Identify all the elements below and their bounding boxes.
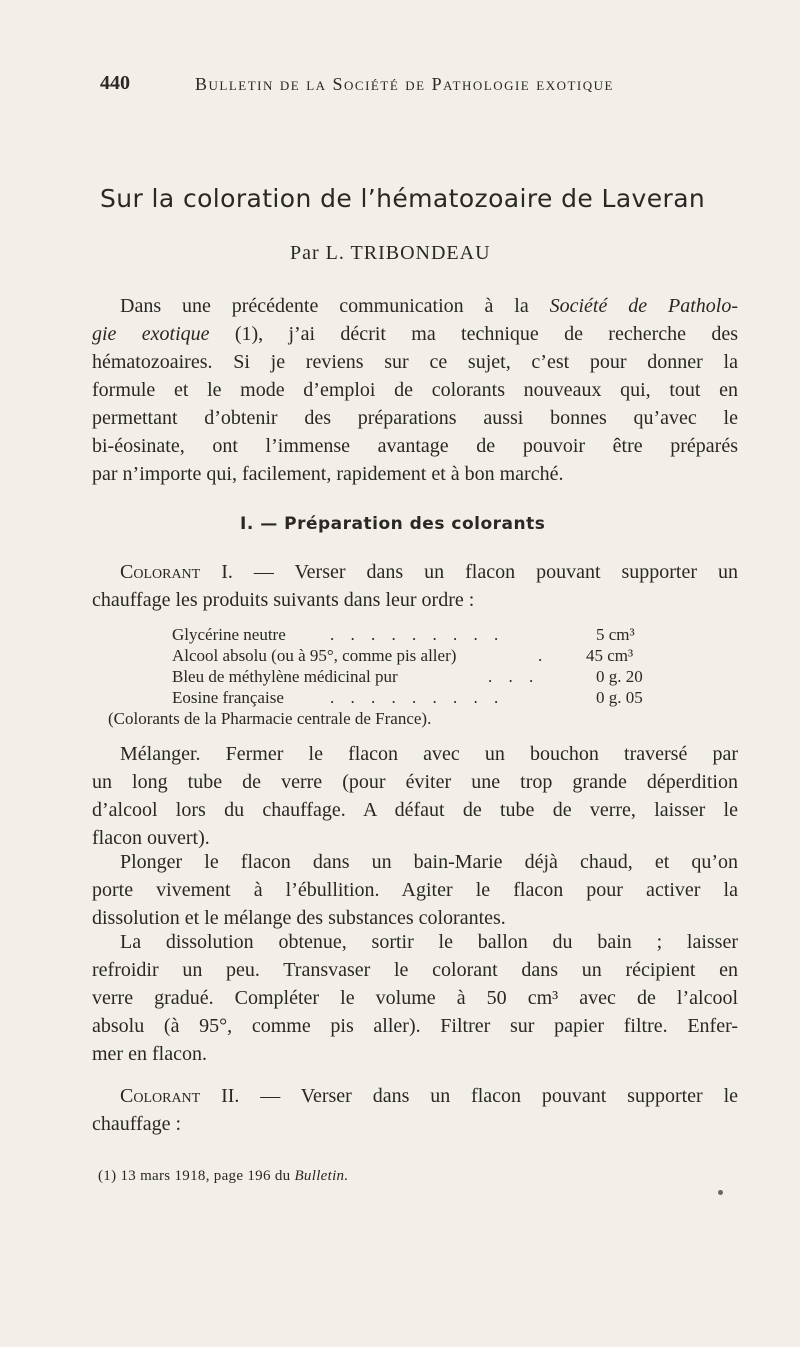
text-line: porte vivement à l’ébullition. Agiter le flacon pour activer la — [92, 879, 738, 901]
footnote-italic: Bulletin. — [294, 1168, 349, 1184]
footnote: (1) 13 mars 1918, page 196 du Bulletin. — [98, 1168, 349, 1184]
text-line: chauffage : — [92, 1113, 182, 1135]
colorant-label: Colorant II. — [120, 1085, 240, 1107]
ingredient-quantity: 0 g. 05 — [596, 688, 643, 707]
article-title: Sur la coloration de l’hématozoaire de Laveran — [100, 184, 706, 213]
ink-speck — [718, 1190, 723, 1195]
text-line: Colorant I. — Verser dans un flacon pouvant supporter un — [120, 561, 738, 583]
recipe-row — [108, 645, 688, 666]
text-line: refroidir un peu. Transvaser le colorant dans un récipient en — [92, 959, 738, 981]
ingredient-name: Glycérine neutre — [172, 625, 286, 644]
colorant-1-paragraph — [92, 558, 738, 614]
dissolution-paragraph — [92, 928, 738, 1068]
text-line: un long tube de verre (pour éviter une trop grande déperdition — [92, 771, 738, 793]
text-line: mer en flacon. — [92, 1043, 207, 1065]
melanger-paragraph — [92, 740, 738, 852]
recipe-table — [108, 624, 688, 728]
text-line: formule et le mode d’emploi de colorants nouveaux qui, tout en — [92, 379, 738, 401]
ingredient-name: Alcool absolu (ou à 95°, comme pis aller) — [172, 646, 457, 665]
intro-paragraph — [92, 292, 738, 488]
text-line: Colorant II. — Verser dans un flacon pouvant supporter le — [120, 1085, 738, 1107]
text-line: bi-éosinate, ont l’immense avantage de pouvoir être préparés — [92, 435, 738, 457]
text-line: gie exotique (1), j’ai décrit ma technique de recherche des — [92, 323, 738, 345]
recipe-row — [108, 624, 688, 645]
leader-dots: . — [538, 646, 549, 665]
journal-title: Bulletin de la Société de Pathologie exotique — [195, 74, 614, 94]
text-line: flacon ouvert). — [92, 827, 210, 849]
leader-dots: . . . . . . . . . — [330, 688, 505, 707]
ingredient-quantity: 0 g. 20 — [596, 667, 643, 686]
journal-name-italic: Société de Patholo- — [549, 295, 738, 317]
text-line: Mélanger. Fermer le flacon avec un bouchon traversé par — [120, 743, 738, 765]
running-head — [100, 72, 710, 100]
colorant-label: Colorant I. — [120, 561, 233, 583]
ingredient-name: Bleu de méthylène médicinal pur — [172, 667, 398, 686]
plonger-paragraph — [92, 848, 738, 932]
text-line: La dissolution obtenue, sortir le ballon du bain ; laisser — [120, 931, 738, 953]
ingredient-name: Eosine française — [172, 688, 284, 707]
recipe-note: (Colorants de la Pharmacie centrale de France). — [108, 709, 432, 728]
text-line: Plonger le flacon dans un bain-Marie déjà chaud, et qu’on — [120, 851, 738, 873]
colorant-2-paragraph — [92, 1082, 738, 1138]
text-line: par n’importe qui, facilement, rapidement et à bon marché. — [92, 463, 564, 485]
leader-dots: . . . . . . . . . — [330, 625, 505, 644]
text-line: d’alcool lors du chauffage. A défaut de tube de verre, laisser le — [92, 799, 738, 821]
recipe-row — [108, 666, 688, 687]
text-line: chauffage les produits suivants dans leur ordre : — [92, 589, 475, 611]
text-line: permettant d’obtenir des préparations aussi bonnes qu’avec le — [92, 407, 738, 429]
journal-name-italic: gie exotique — [92, 323, 210, 345]
text-line: absolu (à 95°, comme pis aller). Filtrer sur papier filtre. Enfer- — [92, 1015, 738, 1037]
text-line: Dans une précédente communication à la Société de Patholo- — [120, 295, 738, 317]
text-line: dissolution et le mélange des substances colorantes. — [92, 907, 506, 929]
text-line: verre gradué. Compléter le volume à 50 cm³ avec de l’alcool — [92, 987, 738, 1009]
text-line: hématozoaires. Si je reviens sur ce sujet, c’est pour donner la — [92, 351, 738, 373]
ingredient-quantity: 5 cm³ — [596, 625, 635, 644]
author-line: Par L. TRIBONDEAU — [290, 242, 491, 264]
leader-dots: . . . — [488, 667, 540, 686]
ingredient-quantity: 45 cm³ — [586, 646, 634, 665]
section-heading: I. — Préparation des colorants — [240, 514, 546, 534]
page-number: 440 — [100, 72, 130, 94]
recipe-row — [108, 687, 688, 708]
